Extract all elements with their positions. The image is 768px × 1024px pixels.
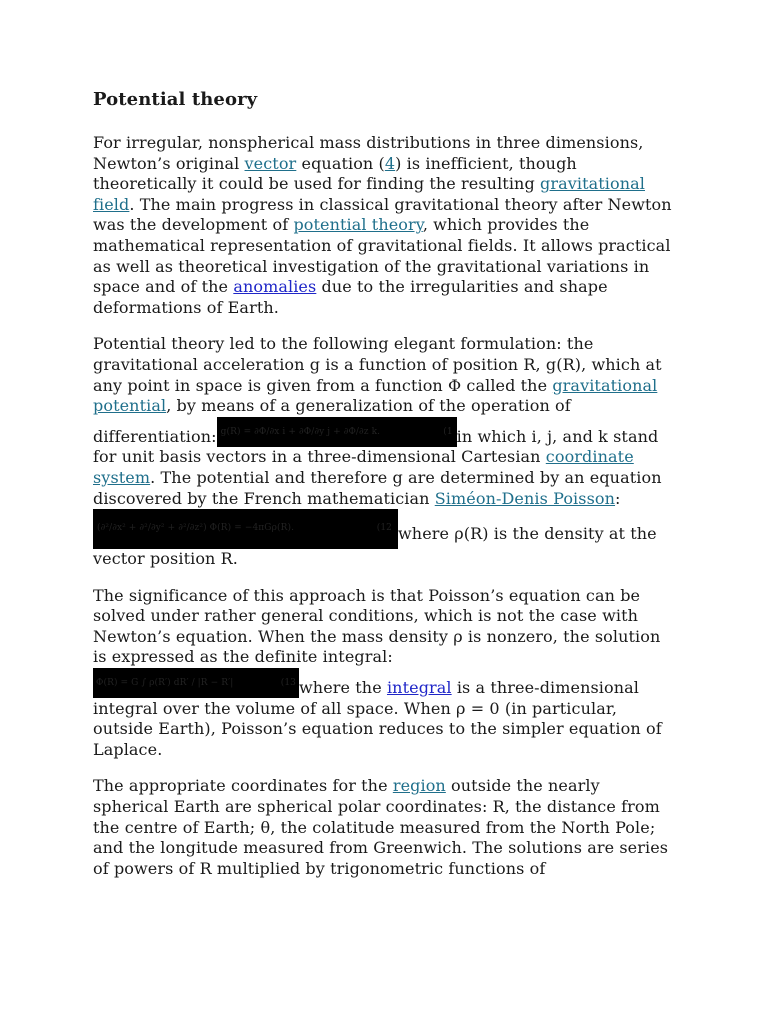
paragraph-1 [93,133,673,318]
link-simeon-denis-poisson[interactable]: Siméon-Denis Poisson [434,488,616,508]
link-equation-4[interactable]: 4 [384,153,396,173]
equation-number: (1 [443,426,453,437]
paragraph-4 [93,776,673,879]
text: ) is inefficient, though theoretically it could be used for finding the resulting [93,153,577,194]
text: is a three-dimensional integral over the volume of all space. When ρ = 0 (in particular, outside Earth), Poisson’s equation reduces to the simpler equation of Laplace. [93,678,662,759]
equation-number: (12 [376,523,392,534]
text: . The main progress in classical gravitational theory after Newton was the development of [93,194,672,235]
text: . The potential and therefore g are determined by an equation discovered by the French mathematician [93,467,662,508]
equation-text: g(R) = ∂Φ/∂x i + ∂Φ/∂y j + ∂Φ/∂z k. [220,426,381,437]
equation-image-3 [93,668,299,698]
equation-image-1 [217,417,457,447]
text: The significance of this approach is that Poisson’s equation can be solved under rather general conditions, which is not the case with Newton’s equation. When the mass density ρ is nonzero, the solution is expressed as the definite integral: [93,585,661,667]
paragraph-3 [93,586,673,761]
article [93,88,673,895]
text: equation ( [296,153,385,173]
link-potential-theory[interactable]: potential theory [293,215,423,235]
text: , by means of a generalization of the operation of differentiation: [93,396,571,446]
link-vector[interactable]: vector [244,153,297,173]
text: due to the irregularities and shape deformations of Earth. [93,277,608,317]
text: The appropriate coordinates for the [93,776,393,796]
text: where ρ(R) is the density at the vector position R. [93,524,657,569]
link-anomalies[interactable]: anomalies [233,277,317,297]
text: , which provides the mathematical representation of gravitational fields. It allows practical as well as theoretical investigation of the gravitational variations in space and of the [93,215,671,297]
link-coordinate-system[interactable]: coordinate system [93,447,634,487]
link-gravitational-potential[interactable]: gravitational potential [93,375,658,416]
equation-image-2 [93,509,398,549]
paragraph-2 [93,334,673,569]
text: in which i, j, and k stand for unit basis vectors in a three-dimensional Cartesian [93,426,659,467]
text: For irregular, nonspherical mass distributions in three dimensions, Newton’s original [93,133,644,173]
link-integral[interactable]: integral [386,678,452,698]
text: Potential theory led to the following elegant formulation: the gravitational acceleration g is a function of position R, g(R), which at any point in space is given from a function Φ called the [93,334,662,395]
text: outside the nearly spherical Earth are spherical polar coordinates: R, the distance from the centre of Earth; θ, the colatitude measured from the North Pole; and the longitude measured from Greenwich. The solutions are series of powers of R multiplied by trigonometric functions of [93,776,669,878]
section-title: Potential theory [93,89,258,110]
equation-text: (∂²/∂x² + ∂²/∂y² + ∂²/∂z²) Φ(R) = −4πGρ(R). [97,523,295,534]
equation-number: (13 [280,678,296,689]
text: where the [299,678,387,698]
text: : [615,488,621,508]
link-gravitational-field[interactable]: gravitational field [93,174,645,214]
link-region[interactable]: region [392,776,446,796]
equation-text: Φ(R) = G ∫ ρ(R′) dR′ / |R − R′| [96,678,234,689]
